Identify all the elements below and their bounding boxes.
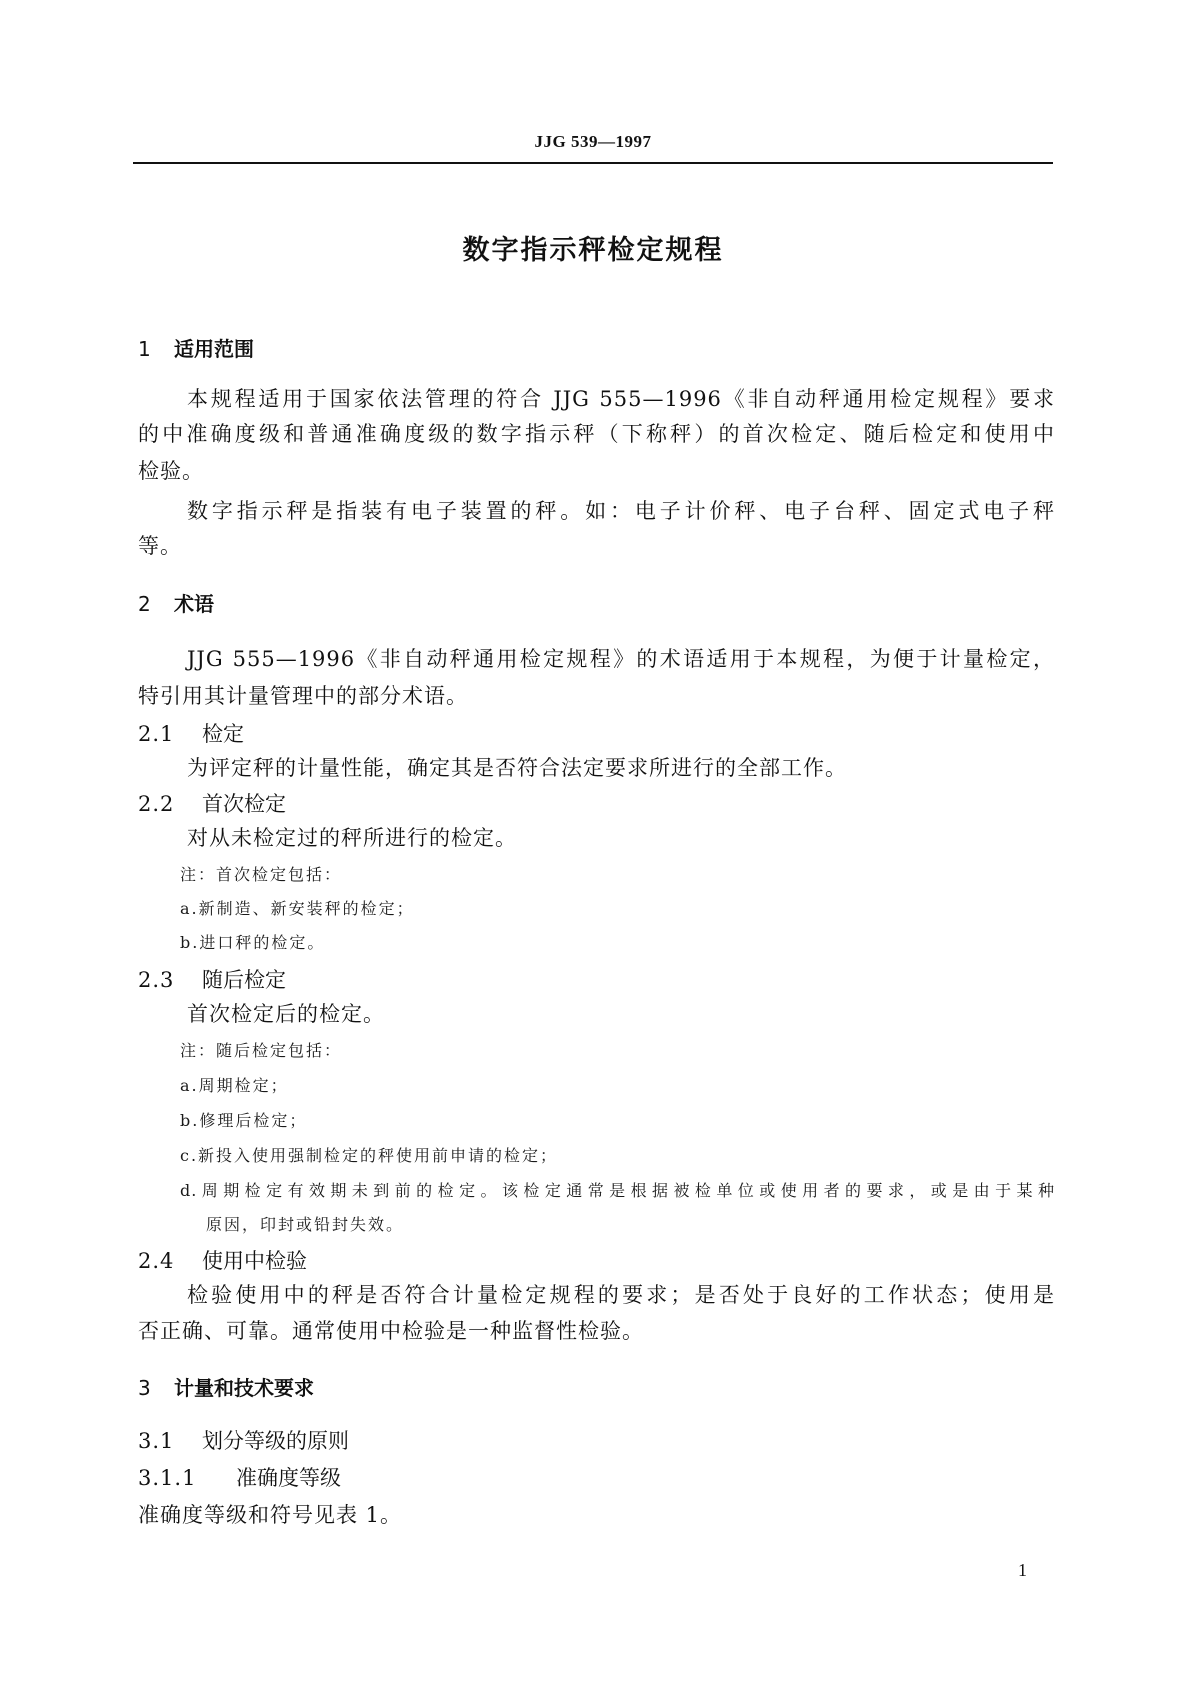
paragraph-line: 本规程适用于国家依法管理的符合 JJG 555—1996《非自动秤通用检定规程》要求 bbox=[187, 387, 1055, 411]
subsection-2-2-heading bbox=[138, 788, 286, 818]
paragraph-line: 特引用其计量管理中的部分术语。 bbox=[138, 684, 468, 708]
note-line: c.新投入使用强制检定的秤使用前申请的检定； bbox=[180, 1146, 559, 1165]
subsection-number: 2.3 bbox=[138, 968, 175, 992]
subsection-number: 3.1.1 bbox=[138, 1466, 197, 1490]
subsection-title: 准确度等级 bbox=[236, 1466, 341, 1490]
subsection-3-1-heading bbox=[138, 1425, 349, 1455]
section-number: 2 bbox=[138, 592, 151, 616]
subsection-number: 2.4 bbox=[138, 1249, 175, 1273]
note-line: a.新制造、新安装秤的检定； bbox=[180, 899, 415, 918]
subsection-title: 使用中检验 bbox=[202, 1249, 307, 1273]
subsection-number: 2.2 bbox=[138, 792, 175, 816]
subsection-2-1-heading bbox=[138, 718, 244, 748]
subsection-2-4-heading bbox=[138, 1245, 307, 1275]
note-line: a.周期检定； bbox=[180, 1076, 289, 1095]
section-title: 术语 bbox=[174, 592, 214, 616]
note-line: 注：随后检定包括： bbox=[180, 1041, 343, 1060]
note-line: d.周期检定有效期未到前的检定。该检定通常是根据被检单位或使用者的要求，或是由于某种 bbox=[180, 1181, 1055, 1200]
section-number: 1 bbox=[138, 337, 151, 361]
section-title: 计量和技术要求 bbox=[174, 1376, 314, 1400]
paragraph-line: 检验使用中的秤是否符合计量检定规程的要求；是否处于良好的工作状态；使用是 bbox=[187, 1283, 1055, 1307]
section-number: 3 bbox=[138, 1376, 151, 1400]
document-title: 数字指示秤检定规程 bbox=[462, 235, 724, 266]
definition-text: 首次检定后的检定。 bbox=[187, 1002, 385, 1026]
note-line: 注：首次检定包括： bbox=[180, 865, 343, 884]
paragraph-line: 否正确、可靠。通常使用中检验是一种监督性检验。 bbox=[138, 1319, 644, 1343]
paragraph-line: 检验。 bbox=[138, 459, 204, 483]
paragraph-line: 的中准确度级和普通准确度级的数字指示秤（下称秤）的首次检定、随后检定和使用中 bbox=[138, 422, 1055, 446]
paragraph-line: 准确度等级和符号见表 1。 bbox=[138, 1503, 403, 1527]
subsection-2-3-heading bbox=[138, 964, 286, 994]
definition-text: 对从未检定过的秤所进行的检定。 bbox=[187, 826, 517, 850]
subsection-number: 3.1 bbox=[138, 1429, 175, 1453]
section-2-heading bbox=[138, 588, 214, 617]
subsection-number: 2.1 bbox=[138, 722, 175, 746]
subsection-title: 检定 bbox=[202, 722, 244, 746]
header-rule bbox=[133, 162, 1053, 164]
subsection-title: 首次检定 bbox=[202, 792, 286, 816]
subsection-3-1-1-heading bbox=[138, 1462, 341, 1492]
paragraph-line: 数字指示秤是指装有电子装置的秤。如：电子计价秤、电子台秤、固定式电子秤 bbox=[187, 499, 1055, 523]
definition-text: 为评定秤的计量性能，确定其是否符合法定要求所进行的全部工作。 bbox=[187, 756, 847, 780]
note-line: b.修理后检定； bbox=[180, 1111, 308, 1130]
section-1-heading bbox=[138, 333, 254, 362]
subsection-title: 划分等级的原则 bbox=[202, 1429, 349, 1453]
section-3-heading bbox=[138, 1372, 314, 1401]
note-line: 原因，印封或铅封失效。 bbox=[206, 1215, 405, 1234]
standard-code-header: JJG 539—1997 bbox=[534, 132, 652, 151]
section-title: 适用范围 bbox=[174, 337, 254, 361]
paragraph-line: JJG 555—1996《非自动秤通用检定规程》的术语适用于本规程，为便于计量检定， bbox=[187, 647, 1055, 671]
subsection-title: 随后检定 bbox=[202, 968, 286, 992]
paragraph-line: 等。 bbox=[138, 534, 182, 558]
page-number: 1 bbox=[1018, 1560, 1027, 1580]
note-line: b.进口秤的检定。 bbox=[180, 933, 326, 952]
